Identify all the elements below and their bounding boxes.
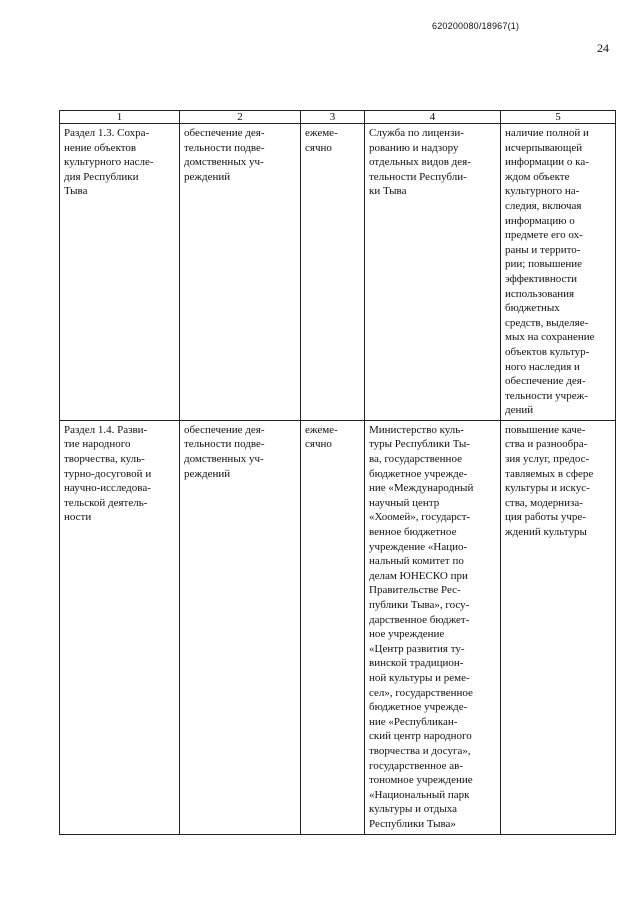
section-cell: Раздел 1.3. Сохра- нение объектов культурного насле- дия Республики Тыва [60, 124, 180, 421]
measure-cell: обеспечение дея- тельности подве- домственных уч- реждений [180, 124, 301, 421]
column-number-1: 1 [60, 111, 180, 124]
result-cell: наличие полной и исчерпывающей информации о ка- ждом объекте культурного на- следия, включая информацию о предмете его ох- раны и террито- рии; повышение эффективности использования бюджетных средств, выделяе- мых на сохранение объектов культур- ного наследия и обеспечение дея- тельности учреж- дений [501, 124, 616, 421]
result-cell: повышение каче- ства и разнообра- зия услуг, предос- тавляемых в сфере культуры и искус- ства, модерниза- ция работы учре- ждений культуры [501, 420, 616, 834]
table-header-row [60, 111, 616, 124]
table-row [60, 124, 616, 421]
table-row [60, 420, 616, 834]
executor-cell: Служба по лицензи- рованию и надзору отдельных видов дея- тельности Республи- ки Тыва [365, 124, 501, 421]
column-number-2: 2 [180, 111, 301, 124]
executor-cell: Министерство куль- туры Республики Ты- ва, государственное бюджетное учрежде- ние «Международный научный центр «Хоомей», государст- венное бюджетное учреждение «Нацио- нальный комитет по делам ЮНЕСКО при Правительстве Рес- публики Тыва», госу- дарственное бюджет- ное учреждение «Центр развития ту- винской традицион- ной культуры и реме- сел», государственное бюджетное учрежде- ние «Республикан- ский центр народного творчества и досуга», государственное ав- тономное учреждение «Национальный парк культуры и отдыха Республики Тыва» [365, 420, 501, 834]
column-number-4: 4 [365, 111, 501, 124]
column-number-5: 5 [501, 111, 616, 124]
measure-cell: обеспечение дея- тельности подве- домственных уч- реждений [180, 420, 301, 834]
period-cell: ежеме- сячно [301, 420, 365, 834]
column-number-3: 3 [301, 111, 365, 124]
plan-table [59, 110, 616, 835]
section-cell: Раздел 1.4. Разви- тие народного творчества, куль- турно-досуговой и научно-исследова- тельской деятель- ности [60, 420, 180, 834]
period-cell: ежеме- сячно [301, 124, 365, 421]
page-number: 24 [597, 41, 609, 55]
document-registration-code: 620200080/18967(1) [432, 21, 520, 31]
